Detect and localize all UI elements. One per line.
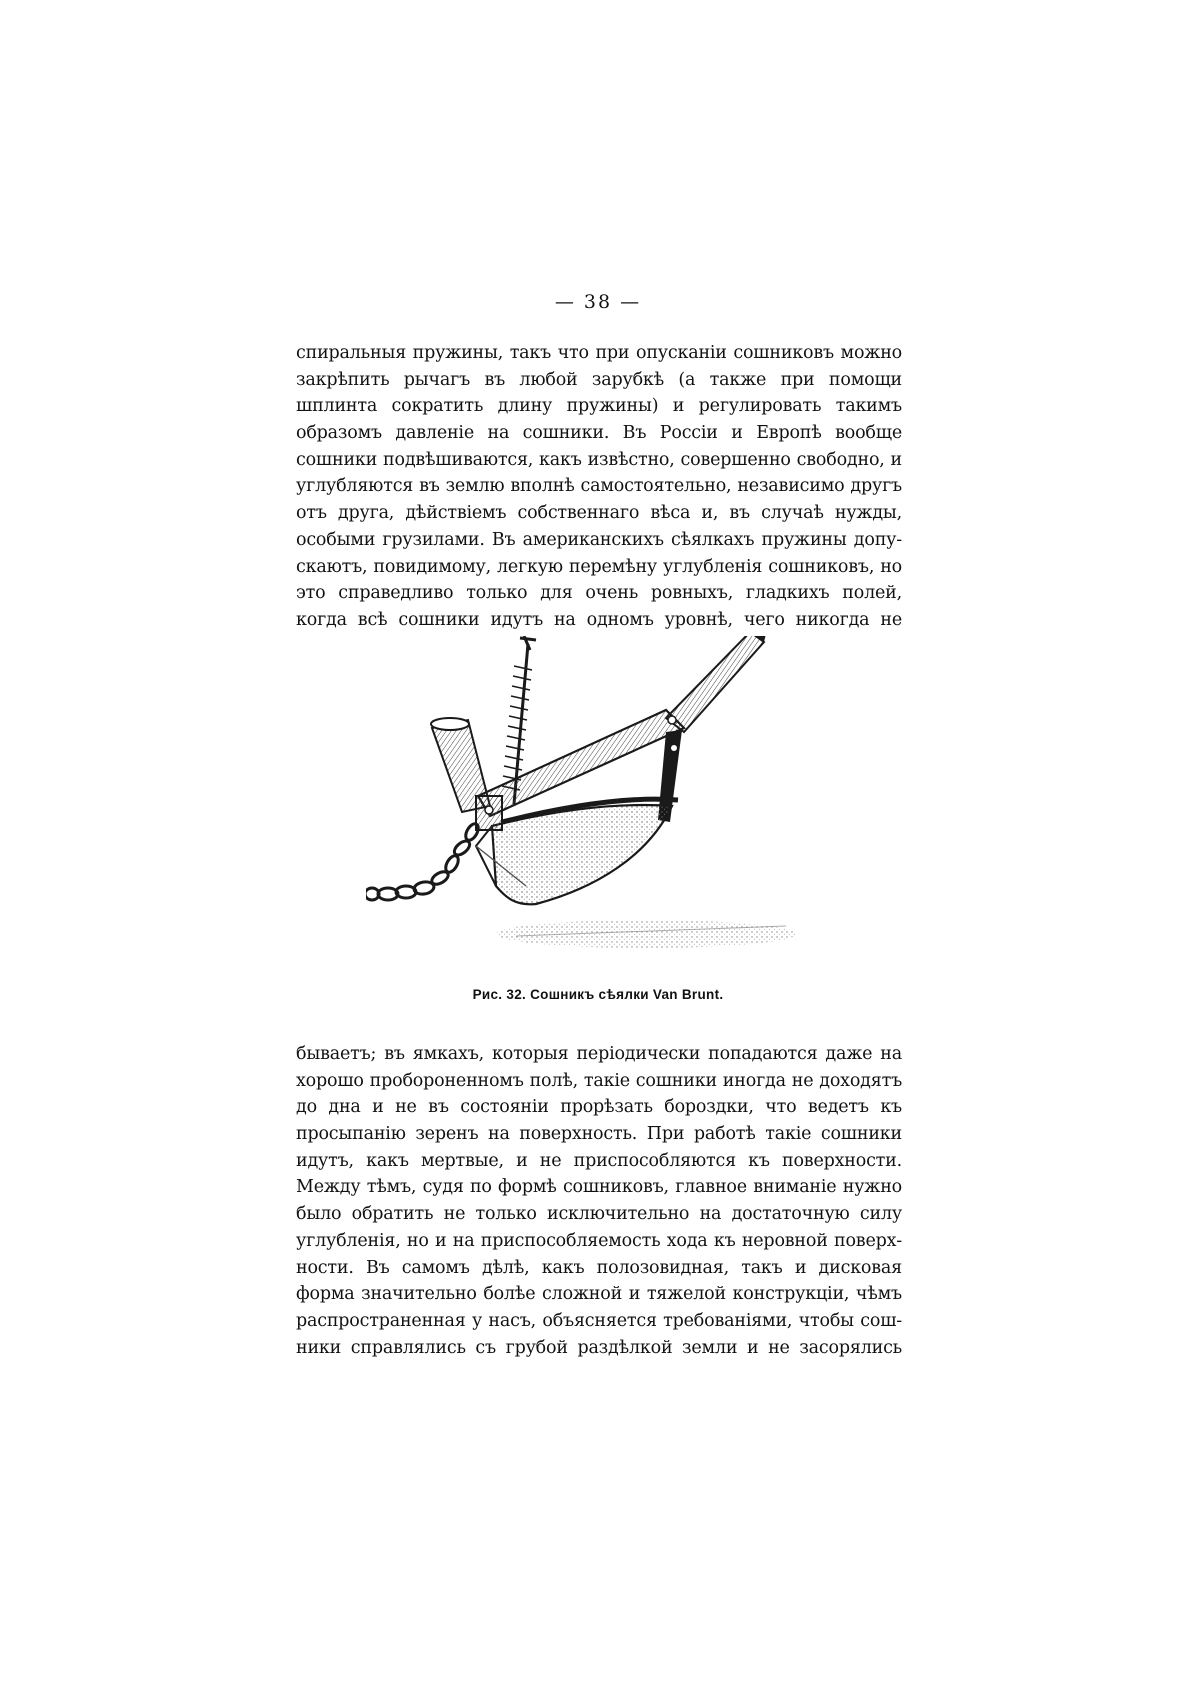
- coulter-engraving: [366, 636, 846, 966]
- text-line: углубленія, но и на приспособляемость хода къ неровной поверх-: [296, 1230, 902, 1251]
- coulter-blade: [476, 799, 678, 904]
- text-line: закрѣпить рычагъ въ любой зарубкѣ (а также при помощи: [296, 369, 902, 390]
- text-line: это справедливо только для очень ровныхъ, гладкихъ полей,: [296, 583, 902, 604]
- figure-coulter-illustration: [366, 636, 846, 966]
- paragraph-bottom: [296, 1041, 902, 1361]
- text-line: углубляются въ землю вполнѣ самостоятельно, независимо другъ: [296, 476, 902, 497]
- text-line: форма значительно болѣе сложной и тяжелой конструкціи, чѣмъ: [296, 1284, 902, 1305]
- text-line: особыми грузилами. Въ американскихъ сѣялкахъ пружины допу-: [296, 529, 902, 550]
- text-line: отъ друга, дѣйствіемъ собственнаго вѣса и, въ случаѣ нужды,: [296, 503, 902, 524]
- text-line: бываетъ; въ ямкахъ, которыя періодически попадаются даже на: [296, 1044, 902, 1064]
- lever-handle: [666, 636, 766, 732]
- text-line: образомъ давленіе на сошники. Въ Россіи и Европѣ вообще: [296, 423, 902, 444]
- text-line: скаютъ, повидимому, легкую перемѣну углубленія сошниковъ, но: [296, 556, 902, 577]
- text-line: когда всѣ сошники идутъ на одномъ уровнѣ, чего никогда не: [296, 609, 902, 630]
- text-line: хорошо проборoненномъ полѣ, такіе сошники иногда не доходятъ: [296, 1070, 902, 1091]
- page-number: — 38 —: [554, 291, 642, 313]
- text-line: было обратить не только исключительно на достаточную силу: [296, 1204, 902, 1225]
- figure-caption: Рис. 32. Сошникъ сѣялки Van Brunt.: [472, 987, 724, 1002]
- text-line: шплинта сократить длину пружины) и регулировать такимъ: [296, 396, 902, 417]
- text-line: просыпанію зеренъ на поверхность. При работѣ такіе сошники: [296, 1124, 902, 1145]
- chain: [366, 822, 481, 900]
- text-line: идутъ, какъ мертвые, и не приспособляются къ поверхности.: [296, 1150, 902, 1171]
- text-line: спиральныя пружины, такъ что при опусканіи сошниковъ можно: [296, 343, 902, 363]
- text-line: ники справлялись съ грубой раздѣлкой земли и не засорялись: [296, 1337, 902, 1358]
- text-line: распространенная у насъ, объясняется требованіями, чтобы сош-: [296, 1310, 902, 1331]
- pivot-bracket: [476, 796, 502, 830]
- ground-shadow: [496, 920, 796, 948]
- paragraph-top: [296, 340, 902, 634]
- text-line: до дна и не въ состояніи прорѣзать бороздки, что ведетъ къ: [296, 1097, 902, 1118]
- text-line: Между тѣмъ, судя по формѣ сошниковъ, главное вниманіе нужно: [296, 1177, 902, 1198]
- text-line: ности. Въ самомъ дѣлѣ, какъ полозовидная, такъ и дисковая: [296, 1257, 902, 1278]
- text-line: сошники подвѣшиваются, какъ извѣстно, совершенно свободно, и: [296, 449, 902, 470]
